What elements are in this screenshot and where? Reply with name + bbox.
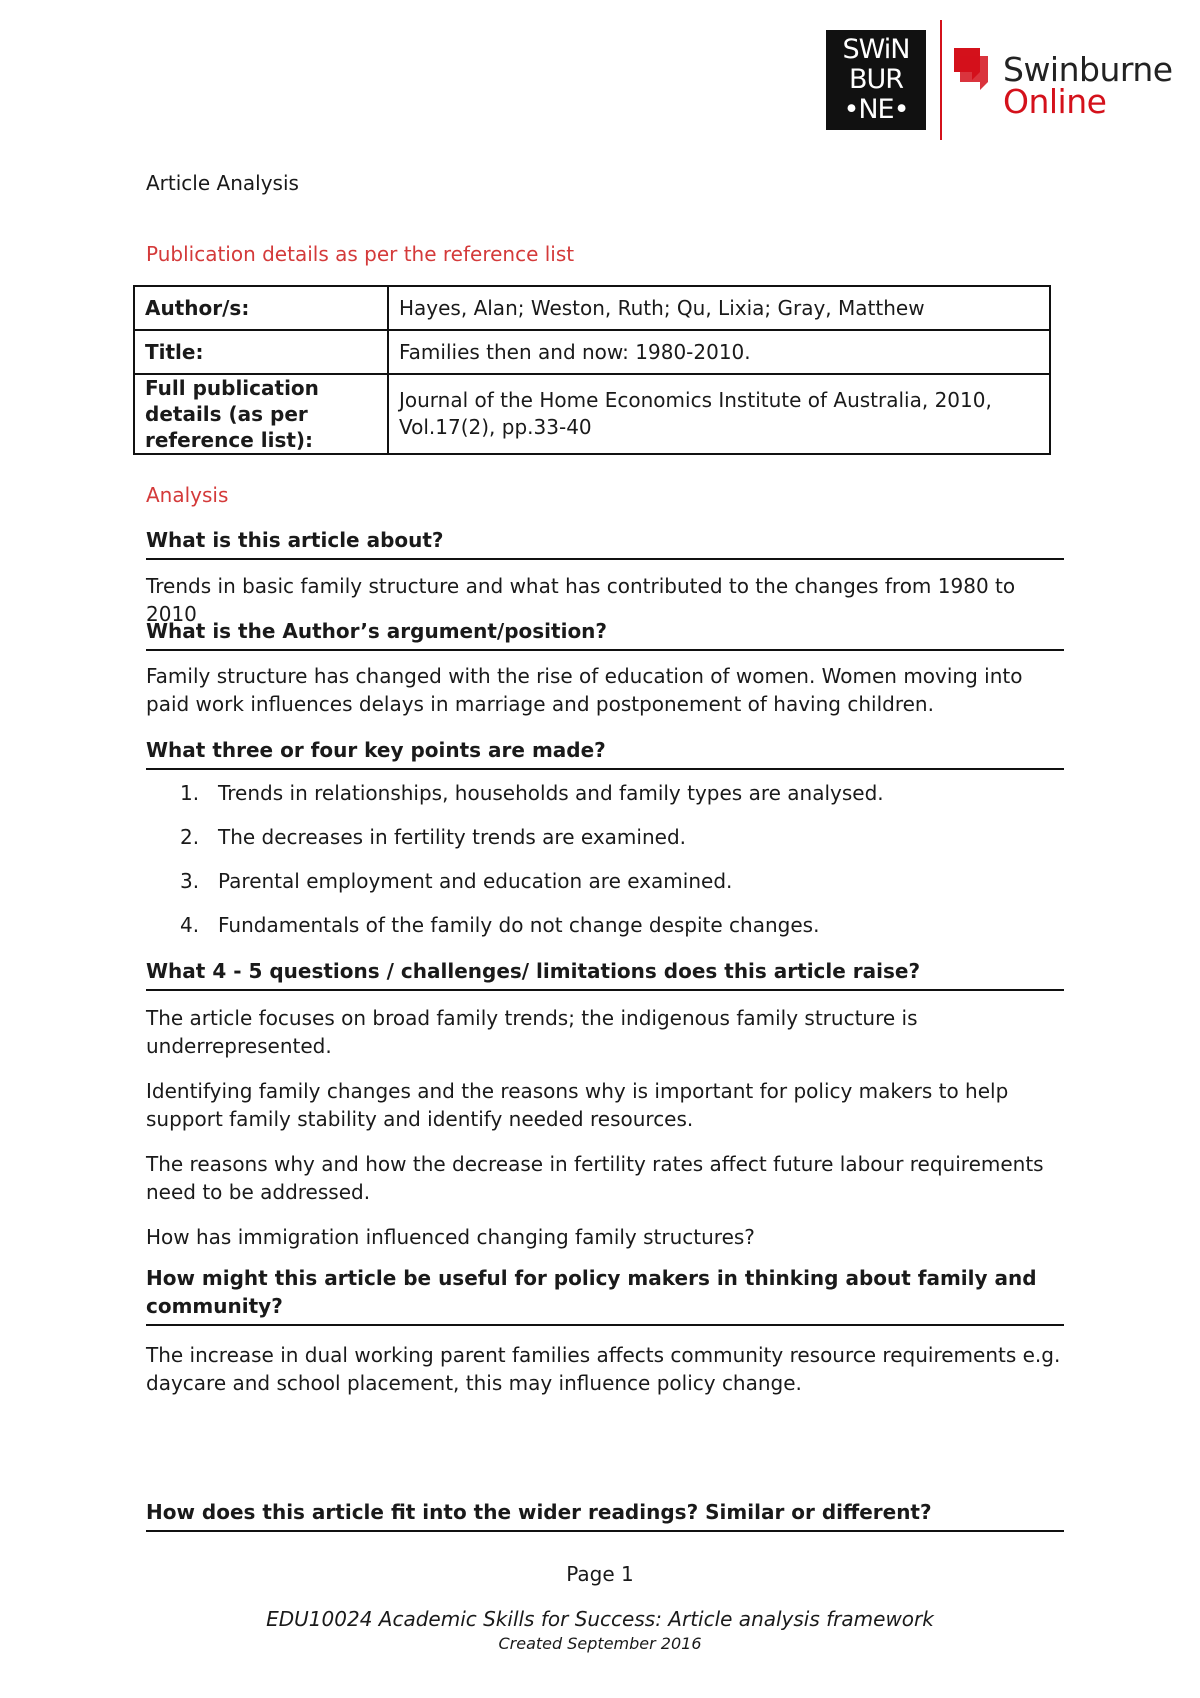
table-row (134, 330, 1050, 374)
table-label: Full publication details (as per reference list): (134, 374, 388, 454)
question-heading: How might this article be useful for policy makers in thinking about family and community? (146, 1264, 1064, 1326)
logo-line-3: •NE• (843, 94, 909, 125)
answer-text: Trends in basic family structure and what has contributed to the changes from 1980 to 2010 (146, 574, 1016, 626)
table-row (134, 374, 1050, 454)
question-heading: How does this article fit into the wider readings? Similar or different? (146, 1498, 1064, 1532)
list-item: Trends in relationships, households and family types are analysed. (218, 781, 884, 805)
publication-details-table (133, 285, 1051, 455)
answer-text: The article focuses on broad family trends; the indigenous family structure is underrepresented. (146, 1006, 918, 1058)
answer-text: Identifying family changes and the reasons why is important for policy makers to help support family stability and identify needed resources. (146, 1079, 1009, 1131)
footer-created-date: Created September 2016 (498, 1634, 702, 1653)
answer-text: Family structure has changed with the rise of education of women. Women moving into paid work influences delays in marriage and postponement of having children. (146, 664, 1023, 716)
analysis-heading: Analysis (146, 483, 229, 507)
table-label: Author/s: (134, 286, 388, 330)
logo-line-1: SWiN (842, 34, 910, 65)
answer-text: The increase in dual working parent families affects community resource requirements e.g. daycare and school placement, this may influence policy change. (146, 1343, 1061, 1395)
footer-course-title: EDU10024 Academic Skills for Success: Article analysis framework (266, 1607, 934, 1631)
list-number: 3. (180, 869, 200, 893)
document-title: Article Analysis (146, 171, 299, 195)
table-value: Hayes, Alan; Weston, Ruth; Qu, Lixia; Gray, Matthew (388, 286, 1050, 330)
page-number: Page 1 (566, 1562, 634, 1586)
swinburne-logo-square (826, 30, 926, 130)
list-number: 2. (180, 825, 200, 849)
list-number: 1. (180, 781, 200, 805)
answer-text: How has immigration influenced changing family structures? (146, 1225, 755, 1249)
table-value: Journal of the Home Economics Institute of Australia, 2010, Vol.17(2), pp.33-40 (388, 374, 1050, 454)
list-item: Parental employment and education are examined. (218, 869, 733, 893)
table-row (134, 286, 1050, 330)
question-heading: What three or four key points are made? (146, 736, 1064, 770)
question-heading: What is this article about? (146, 526, 1064, 560)
list-item: Fundamentals of the family do not change despite changes. (218, 913, 820, 937)
list-item: The decreases in fertility trends are examined. (218, 825, 686, 849)
list-number: 4. (180, 913, 200, 937)
table-value: Families then and now: 1980-2010. (388, 330, 1050, 374)
brand-subname: Online (1003, 82, 1107, 121)
speech-bubble-icon (950, 46, 992, 94)
publication-heading: Publication details as per the reference list (146, 242, 575, 266)
table-label: Title: (134, 330, 388, 374)
answer-text: The reasons why and how the decrease in fertility rates affect future labour requirements need to be addressed. (146, 1152, 1044, 1204)
question-heading: What is the Author’s argument/position? (146, 617, 1064, 651)
logo-line-2: BUR (848, 64, 904, 95)
question-heading: What 4 - 5 questions / challenges/ limitations does this article raise? (146, 957, 1064, 991)
logo-divider (940, 20, 942, 140)
brand-name: Swinburne (1003, 50, 1173, 89)
